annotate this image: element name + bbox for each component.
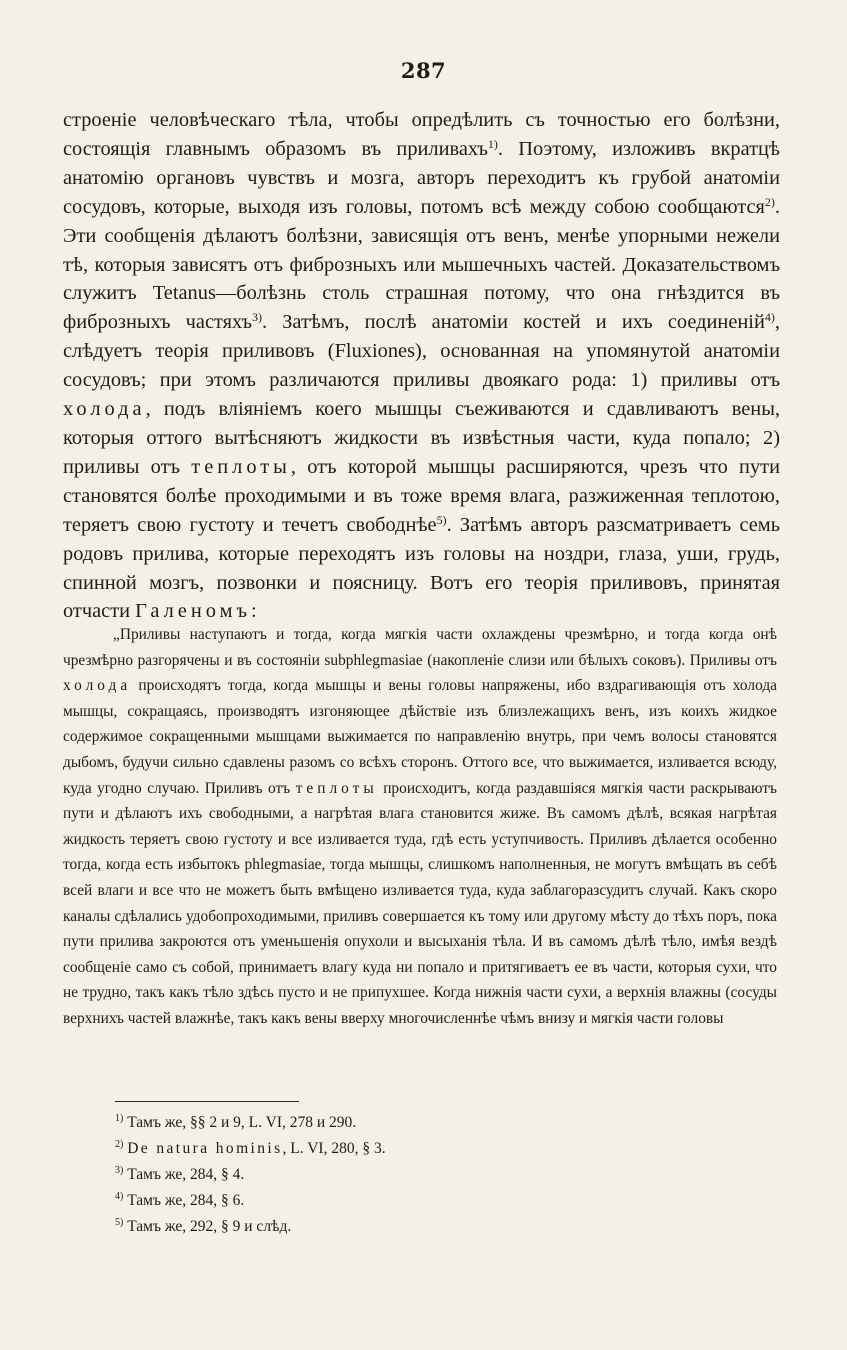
text-run: происходитъ, когда раздавшіяся мягкія части раскрываютъ пути и дѣлаютъ ихъ свободными, а нагрѣтая влага становится жиже. Въ самомъ дѣлѣ, всякая нагрѣтая жидкость теряетъ свою густоту и все изливается туда, гдѣ есть уступчивость. Приливъ дѣлается особенно тогда, когда есть избытокъ phlegmasiae, тогда мышцы, слишкомъ наполненныя, не могутъ вмѣщать въ себѣ всей влаги и все что не можетъ быть вмѣщено изливается туда, куда заблагоразсудитъ случай. Какъ скоро каналы сдѣлались удобопроходимыми, приливъ совершается къ тому или другому мѣсту до тѣхъ поръ, пока пути прилива закроются отъ уменьшенія опухоли и высыханія тѣла. И въ самомъ дѣлѣ тѣло, имѣя вездѣ сообщеніе само съ собой, принимаетъ влагу куда ни попало и притягиваетъ ее въ части, которыя сухи, что не трудно, такъ какъ тѣло здѣсь пусто и не припухшее. Когда нижнія части сухи, а верхнія влажны (сосуды верхнихъ частей влажнѣе, такъ какъ вены вверху многочисленнѣе чѣмъ внизу и мягкія части головы [63, 779, 777, 1027]
footnotes [115, 1110, 615, 1240]
text-run: „Приливы наступаютъ и тогда, когда мягкія части охлаждены чрезмѣрно, и тогда когда онѣ чрезмѣрно разгорячены и въ состояніи subphlegmasiae (накопленіе слизи или бѣлыхъ соковъ). Приливы отъ [63, 626, 777, 669]
footnote-spaced-title: De natura hominis [127, 1140, 283, 1157]
quote-paragraph [63, 622, 777, 1032]
text-run: : [251, 600, 257, 623]
footnote-text: Тамъ же, 292, § 9 и слѣд. [127, 1218, 292, 1235]
footnote-4 [115, 1188, 615, 1214]
footnote-text: Тамъ же, §§ 2 и 9, L. VI, 278 и 290. [127, 1114, 357, 1131]
text-run: строеніе человѣческаго тѣла, чтобы опредѣлить съ точностью его болѣзни, состоящія главнымъ образомъ въ приливахъ [63, 109, 780, 160]
footnote-ref-2: 2) [764, 194, 775, 209]
footnote-text: , L. VI, 280, § 3. [282, 1140, 386, 1157]
text-run: происходятъ тогда, когда мышцы и вены головы напряжены, ибо вздрагивающія отъ холода мышцы, сокращаясь, производятъ изгоняющее дѣйствіе изъ близлежащихъ венъ, изъ коихъ жидкое содержимое сокращенными мышцами выжимается по направленію внутрь, при чемъ волосы становятся дыбомъ, будучи сильно сдавлены разомъ со всѣхъ сторонъ. Оттого все, что выжимается, изливается всюду, куда угодно случаю. Приливъ отъ [63, 677, 777, 797]
text-run: . Затѣмъ, послѣ анатоміи костей и ихъ соединеній [261, 311, 765, 334]
spaced-word-galen: Галеномъ [135, 600, 252, 623]
footnote-mark: 3) [115, 1165, 124, 1176]
footnote-mark: 1) [115, 1113, 124, 1124]
footnote-text: Тамъ же, 284, § 6. [127, 1192, 245, 1209]
text-run: . Затѣмъ авторъ разсматриваетъ семь родовъ прилива, которые переходятъ изъ головы на ноздри, глаза, уши, грудь, спинной мозгъ, позвонки и поясницу. Вотъ его теорія приливовъ, принятая отчасти [63, 513, 780, 623]
footnote-mark: 2) [115, 1139, 124, 1150]
footnote-2 [115, 1136, 615, 1162]
main-text [63, 106, 780, 626]
spaced-word-cold: холода [63, 677, 132, 695]
footnote-mark: 5) [115, 1217, 124, 1228]
spaced-word-cold: холода [63, 398, 146, 421]
footnote-ref-5: 5) [436, 512, 447, 527]
footnote-1 [115, 1110, 615, 1136]
main-paragraph [63, 106, 780, 626]
footnote-3 [115, 1162, 615, 1188]
footnote-separator [115, 1101, 299, 1102]
footnote-text: Тамъ же, 284, § 4. [127, 1166, 245, 1183]
block-quote [63, 622, 777, 1032]
text-run: , подъ вліяніемъ коего мышцы съеживаются и сдавливаютъ вены, которыя оттого вытѣсняютъ жидкости въ извѣстныя части, куда попало; 2) приливы отъ [63, 398, 780, 478]
footnote-mark: 4) [115, 1191, 124, 1202]
spaced-word-heat: теплоты [191, 455, 291, 478]
text-run: . Поэтому, изложивъ вкратцѣ анатомію органовъ чувствъ и мозга, авторъ переходитъ къ грубой анатоміи сосудовъ, которые, выходя изъ головы, потомъ всѣ между собою сообщаются [63, 137, 780, 218]
footnote-ref-1: 1) [487, 136, 498, 151]
footnote-ref-4: 4) [764, 310, 775, 325]
spaced-word-heat: теплоты [295, 779, 378, 797]
footnote-5 [115, 1214, 615, 1240]
footnote-ref-3: 3) [251, 310, 262, 325]
text-run: , отъ которой мышцы расширяются, чрезъ что пути становятся болѣе проходимыми и въ тоже время влага, разжиженная теплотою, теряетъ свою густоту и течетъ свободнѣе [63, 455, 780, 536]
text-run: . Эти сообщенія дѣлаютъ болѣзни, зависящія отъ венъ, менѣе упорными нежели тѣ, которыя зависятъ отъ фиброзныхъ или мышечныхъ частей. Доказательствомъ служитъ Tetanus—болѣзнь столь страшная потому, что она гнѣздится въ фиброзныхъ частяхъ [63, 195, 780, 334]
page-number: 287 [400, 58, 447, 83]
text-run: , слѣдуетъ теорія приливовъ (Fluxiones), основанная на упомянутой анатоміи сосудовъ; при этомъ различаются приливы двоякаго рода: 1) приливы отъ [63, 311, 780, 392]
